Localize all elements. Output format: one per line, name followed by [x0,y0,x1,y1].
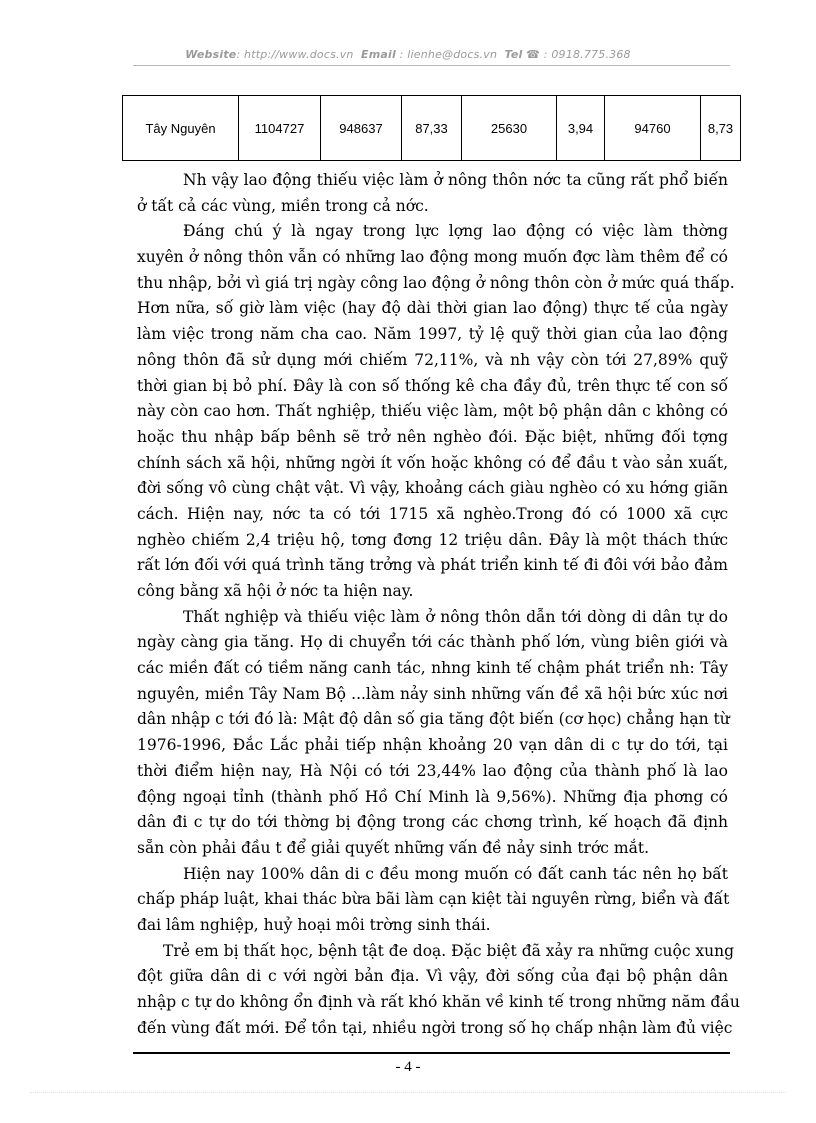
email-label: Email [361,48,396,61]
text-line: nguyên, miền Tây Nam Bộ ...làm nảy sinh những vấn đề xã hội bức xúc nơi [137,684,728,703]
text-line: Hiện nay 100% dân di c đều mong muốn có đất canh tác nên họ bất [183,864,728,883]
text-line: dân đi c tự do tới thờng bị động trong các chơng trình, kế hoạch đã định [137,813,728,832]
text-line: dân nhập c tới đó là: Mật độ dân số gia tăng đột biến (cơ học) chẳng hạn từ [137,710,730,729]
text-line: thời điểm hiện nay, Hà Nội có tới 23,44% lao động của thành phố là lao [137,761,728,780]
text-line: chính sách xã hội, những ngời ít vốn hoặc không có để đầu t vào sản xuất, [137,453,728,472]
text-line: đời sống vô cùng chật vật. Vì vậy, khoảng cách giàu nghèo có xu hớng giãn [137,479,728,498]
table-cell: 3,94 [557,96,605,161]
text-line: các miền đất có tiềm năng canh tác, nhng kinh tế chậm phát triển nh: Tây [137,659,728,678]
table-row [123,96,741,161]
text-line: nông thôn đã sử dụng mới chiếm 72,11%, và nh vậy còn tới 27,89% quỹ [137,350,728,369]
table-cell-region: Tây Nguyên [123,96,239,161]
footer-rule [133,1052,730,1054]
table-cell: 1104727 [239,96,321,161]
text-line: thời gian bị bỏ phí. Đây là con số thống kê cha đầy đủ, trên thực tế con số [137,376,728,395]
header-rule [133,65,730,66]
body-text [137,168,740,1041]
text-line: đột giữa dân di c với ngời bản địa. Vì vậy, đời sống của đại bộ phận dân [137,967,728,986]
tel-value: ☎ : 0918.775.368 [526,48,631,61]
text-line: nghèo chiếm 2,4 triệu hộ, tơng đơng 12 triệu dân. Đây là một thách thức [137,530,728,549]
text-line: nhập c tự do không ổn định và rất khó khăn về kinh tế trong những năm đầu [137,993,740,1011]
text-line: cách. Hiện nay, nớc ta có tới 1715 xã nghèo.Trong đó có 1000 xã cực [137,504,728,523]
page-bottom-border [30,1092,786,1093]
text-line: Hơn nữa, số giờ làm việc (hay độ dài thời gian lao động) thực tế của ngày [137,299,728,318]
text-line: chấp pháp luật, khai thác bừa bãi làm cạn kiệt tài nguyên rừng, biển và đất [137,890,730,909]
website-value: : http://www.docs.vn [236,48,354,61]
table-cell: 94760 [605,96,701,161]
text-line: 1976-1996, Đắc Lắc phải tiếp nhận khoảng 20 vạn dân di c tự do tới, tại [137,736,728,755]
page-number: - 4 - [395,1059,421,1075]
text-line: ở tất cả các vùng, miền trong cả nớc. [137,196,429,215]
table-cell: 948637 [321,96,402,161]
text-line: làm việc trong năm cha cao. Năm 1997, tỷ lệ quỹ thời gian của lao động [137,325,728,344]
text-line: rất lớn đối với quá trình tăng trởng và phát triển kinh tế đi đôi với bảo đảm [137,556,728,575]
text-line: công bằng xã hội ở nớc ta hiện nay. [137,582,414,600]
text-line: Đáng chú ý là ngay trong lực lợng lao động có việc làm thờng [183,222,728,241]
table-cell: 87,33 [402,96,462,161]
page-header [0,48,816,61]
text-line: đến vùng đất mới. Để tồn tại, nhiều ngời trong số họ chấp nhận làm đủ việc [137,1018,733,1037]
text-line: Trẻ em bị thất học, bệnh tật đe doạ. Đặc biệt đã xảy ra những cuộc xung [163,941,735,960]
text-line: Nh vậy lao động thiếu việc làm ở nông thôn nớc ta cũng rất phổ biến [183,171,728,189]
table-cell: 8,73 [701,96,741,161]
text-line: đai lâm nghiệp, huỷ hoại môi trờng sinh thái. [137,915,491,934]
website-label: Website [185,48,237,61]
text-line: động ngoại tỉnh (thành phố Hồ Chí Minh là 9,56%). Những địa phơng có [137,787,728,806]
text-line: thu nhập, bởi vì giá trị ngày công lao động ở nông thôn còn ở mức quá thấp. [137,273,735,292]
text-line: sẵn còn phải đầu t để giải quyết những vấn đề nảy sinh trớc mắt. [137,838,649,857]
tel-label: Tel [504,48,523,61]
email-value: : lienhe@docs.vn [399,48,498,61]
text-line: xuyên ở nông thôn vẫn có những lao động mong muốn đợc làm thêm để có [137,248,728,267]
text-line: hoặc thu nhập bấp bênh sẽ trở nên nghèo đói. Đặc biệt, những đối tợng [137,427,728,446]
table-cell: 25630 [462,96,557,161]
text-line: Thất nghiệp và thiếu việc làm ở nông thôn dẫn tới dòng di dân tự do [183,607,728,626]
text-line: ngày càng gia tăng. Họ di chuyển tới các thành phố lớn, vùng biên giới và [137,633,728,652]
text-line: này còn cao hơn. Thất nghiệp, thiếu việc làm, một bộ phận dân c không có [137,402,728,421]
statistics-table [122,95,741,161]
